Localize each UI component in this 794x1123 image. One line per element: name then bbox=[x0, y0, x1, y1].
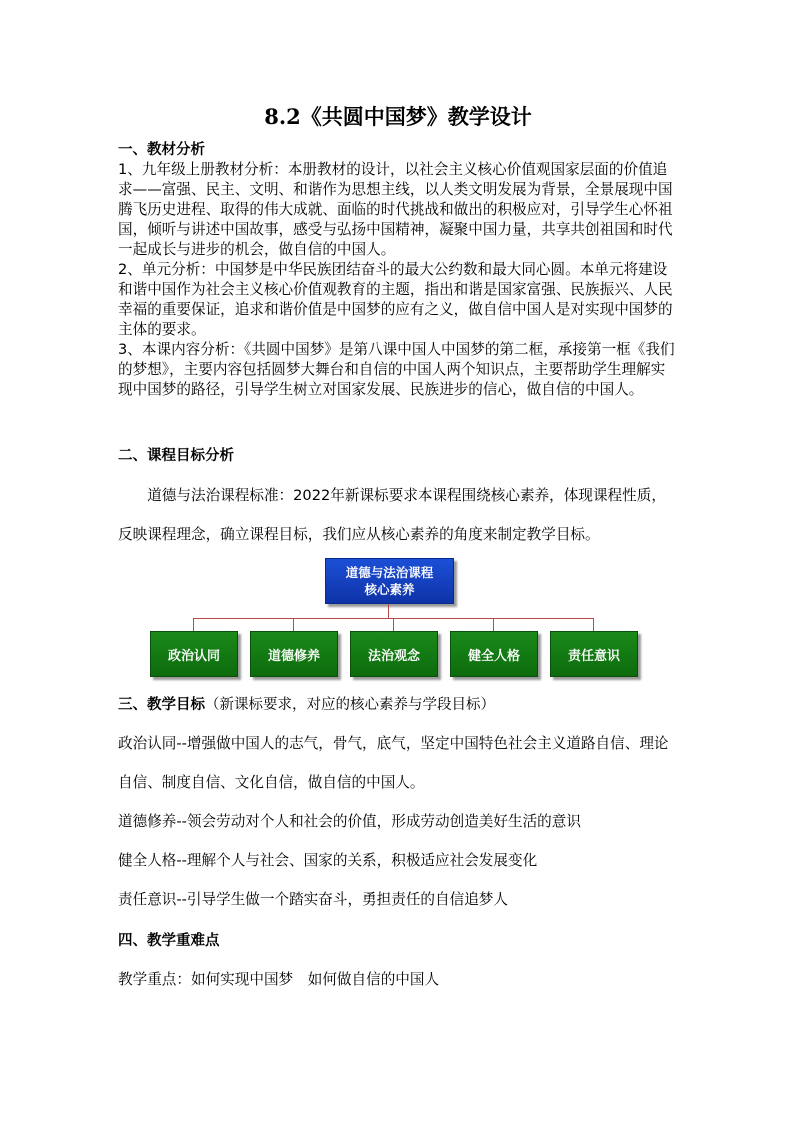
goal-moral-cultivation: 道德修养--领会劳动对个人和社会的价值，形成劳动创造美好生活的意识 bbox=[118, 813, 581, 830]
diagram-root-label-line1: 道德与法治课程 bbox=[345, 565, 434, 580]
diagram-node-responsibility: 责任意识 bbox=[550, 631, 638, 677]
document-title: 8.2《共圆中国梦》教学设计 bbox=[264, 104, 532, 129]
curriculum-goals-body bbox=[118, 476, 678, 554]
goal-political-identity bbox=[118, 724, 678, 802]
document-page bbox=[118, 0, 678, 1123]
section-heading-textbook-analysis: 一、教材分析 bbox=[118, 142, 205, 158]
section-heading-curriculum-goals: 二、课程目标分析 bbox=[118, 448, 234, 464]
diagram-connector-branch bbox=[493, 618, 494, 631]
teaching-goals-heading-text: 三、教学目标 bbox=[118, 697, 205, 713]
paragraph-unit-analysis: 2、单元分析：中国梦是中华民族团结奋斗的最大公约数和最大同心圆。本单元将建设和谐中国作为社会主义核心价值观教育的主题，指出和谐是国家富强、民族振兴、人民幸福的重要保证，追求和谐价值是中国梦的应有之义，做自信中国人是对实现中国梦的主体的要求。 bbox=[118, 261, 673, 338]
diagram-node-sound-personality: 健全人格 bbox=[450, 631, 538, 677]
diagram-connector-branch bbox=[393, 618, 394, 631]
section-heading-teaching-goals bbox=[118, 695, 495, 715]
diagram-connector-branch bbox=[293, 618, 294, 631]
diagram-node-political-identity: 政治认同 bbox=[150, 631, 238, 677]
teaching-key-point: 教学重点：如何实现中国梦 如何做自信的中国人 bbox=[118, 971, 440, 988]
section-heading-key-difficulties: 四、教学重难点 bbox=[118, 933, 220, 949]
diagram-node-moral-cultivation: 道德修养 bbox=[250, 631, 338, 677]
diagram-root-node bbox=[325, 558, 454, 604]
teaching-goals-heading-note: （新课标要求，对应的核心素养与学段目标） bbox=[205, 697, 495, 713]
diagram-node-rule-of-law: 法治观念 bbox=[350, 631, 438, 677]
paragraph-lesson-analysis: 3、本课内容分析：《共圆中国梦》是第八课中国人中国梦的第二框，承接第一框《我们的梦想》，主要内容包括圆梦大舞台和自信的中国人两个知识点，主要帮助学生理解实现中国梦的路径，引导学生树立对国家发展、民族进步的信心，做自信的中国人。 bbox=[118, 341, 675, 398]
diagram-connector-branch bbox=[593, 618, 594, 631]
goal-sound-personality: 健全人格--理解个人与社会、国家的关系，积极适应社会发展变化 bbox=[118, 852, 538, 869]
paragraph-curriculum-standard: 道德与法治课程标准：2022年新课标要求本课程围绕核心素养，体现课程性质，反映课程理念，确立课程目标，我们应从核心素养的角度来制定教学目标。 bbox=[118, 487, 666, 543]
core-competency-diagram bbox=[118, 555, 678, 685]
goal-responsibility: 责任意识--引导学生做一个踏实奋斗，勇担责任的自信追梦人 bbox=[118, 891, 508, 908]
goal-text: 政治认同--增强做中国人的志气，骨气，底气，坚定中国特色社会主义道路自信、理论自信、制度自信、文化自信，做自信的中国人。 bbox=[118, 735, 669, 791]
textbook-analysis-body bbox=[118, 160, 678, 400]
paragraph-volume-analysis: 1、九年级上册教材分析：本册教材的设计，以社会主义核心价值观国家层面的价值追求——富强、民主、文明、和谐作为思想主线，以人类文明发展为背景，全景展现中国腾飞历史进程、取得的伟大成就、面临的时代挑战和做出的积极应对，引导学生心怀祖国，倾听与讲述中国故事，感受与弘扬中国精神，凝聚中国力量，共享共创祖国和时代一起成长与进步的机会，做自信的中国人。 bbox=[118, 161, 673, 258]
diagram-root-label-line2: 核心素养 bbox=[364, 582, 415, 597]
diagram-connector-branch bbox=[193, 618, 194, 631]
diagram-connector-trunk bbox=[388, 604, 389, 618]
